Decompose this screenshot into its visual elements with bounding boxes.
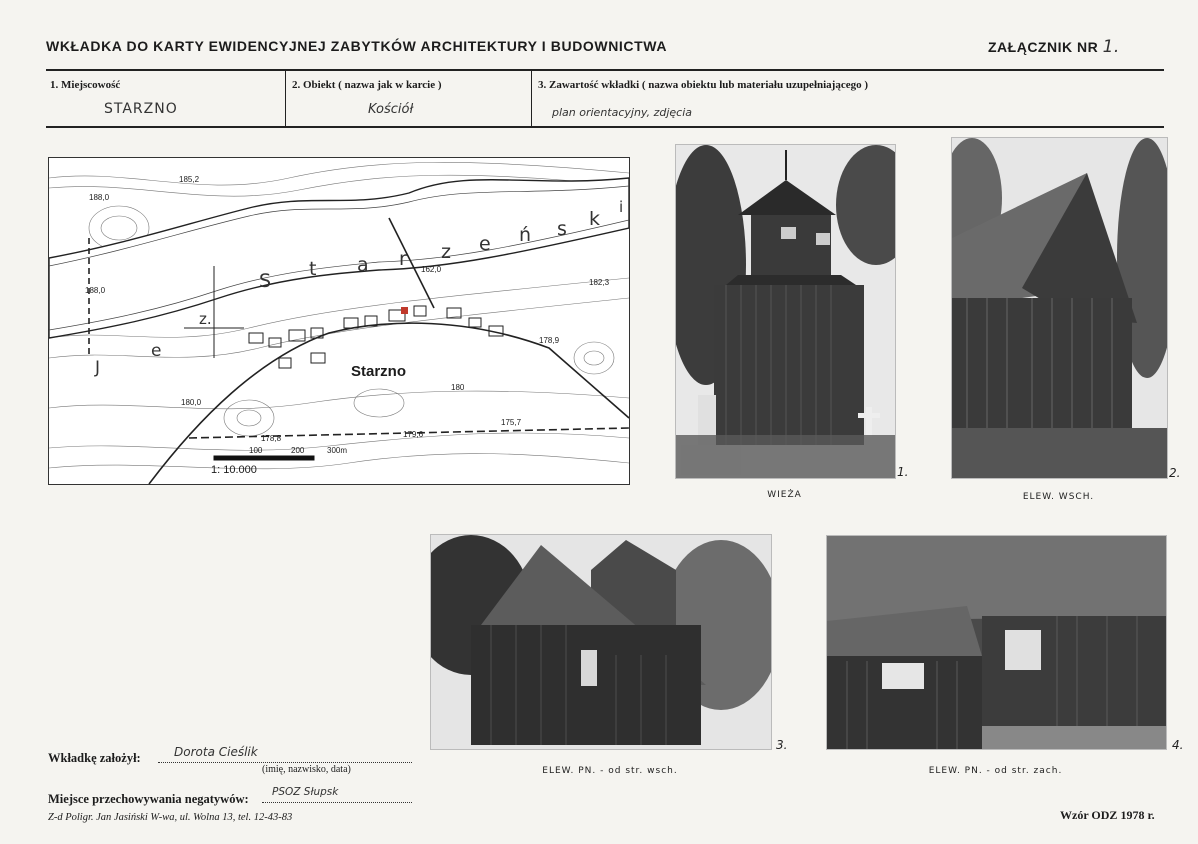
map-drawing <box>49 158 629 484</box>
elevation-label: 178,8 <box>261 434 282 443</box>
founder-line <box>158 762 412 763</box>
photo-caption: ELEW. WSCH. <box>1022 492 1095 502</box>
lake-letter: r <box>399 248 407 270</box>
table-divider-1 <box>285 71 286 126</box>
lake-letter: k <box>589 208 601 230</box>
photo-bell-tower <box>675 144 896 479</box>
attachment-label <box>988 37 1120 57</box>
elevation-label: 188,0 <box>89 193 110 202</box>
table-divider-2 <box>531 71 532 126</box>
object-label: 2. Obiekt ( nazwa jak w karcie ) <box>292 79 442 91</box>
scale-tick: 200 <box>291 446 305 455</box>
photo-number: 1. <box>897 465 909 479</box>
photo-number: 3. <box>776 738 788 752</box>
elevation-label: 162,0 <box>421 265 442 274</box>
founder-label: Wkładkę założył: <box>48 751 141 765</box>
locality-value: STARZNO <box>104 101 178 117</box>
attachment-number: 1. <box>1102 37 1120 57</box>
lake-letter: e <box>479 233 491 255</box>
form-model: Wzór ODZ 1978 r. <box>1060 808 1155 822</box>
photo-caption: ELEW. PN. - od str. zach. <box>928 766 1063 776</box>
photo-caption: WIEŻA <box>767 490 802 500</box>
elevation-label: 179,6 <box>403 430 424 439</box>
photo-east-elevation <box>951 137 1168 479</box>
photo-caption: ELEW. PN. - od str. wsch. <box>542 766 678 776</box>
founder-hint: (imię, nazwisko, data) <box>262 764 351 775</box>
lake-letter: z <box>441 241 451 263</box>
negatives-label: Miejsce przechowywania negatywów: <box>48 792 249 806</box>
scale-tick: 100 <box>249 446 263 455</box>
elevation-label: 178,9 <box>539 336 560 345</box>
elevation-label: 185,2 <box>179 175 200 184</box>
scale-ratio: 1: 10.000 <box>211 464 257 476</box>
contents-label: 3. Zawartość wkładki ( nazwa obiektu lub materiału uzupełniającego ) <box>538 79 869 91</box>
lake-letter: t <box>309 258 317 280</box>
elevation-label: 180,0 <box>181 398 202 407</box>
lake-letter: S <box>259 270 272 292</box>
lake-letter: J <box>95 358 101 378</box>
photo-number: 4. <box>1172 738 1184 752</box>
lake-letter: i <box>619 198 624 216</box>
photo-number: 2. <box>1169 466 1181 480</box>
lake-letter: e <box>151 341 162 361</box>
negatives-value: PSOZ Słupsk <box>272 786 339 798</box>
contents-value: plan orientacyjny, zdjęcia <box>552 106 693 119</box>
church-marker <box>401 307 408 314</box>
scale-tick: 300m <box>327 446 348 455</box>
table-top-rule <box>46 69 1164 71</box>
table-bottom-rule <box>46 126 1164 128</box>
lake-letter: ń <box>519 224 532 246</box>
elevation-label: 182,3 <box>589 278 610 287</box>
lake-letter: z. <box>199 310 212 328</box>
elevation-label: 175,7 <box>501 418 522 427</box>
photo-north-elevation-east <box>430 534 772 750</box>
lake-letter: a <box>357 254 369 276</box>
negatives-line <box>262 802 412 803</box>
founder-value: Dorota Cieślik <box>174 745 258 759</box>
printer-footer: Z-d Poligr. Jan Jasiński W-wa, ul. Wolna 13, tel. 12-43-83 <box>48 812 293 823</box>
locality-label: 1. Miejscowość <box>50 79 121 91</box>
form-title: WKŁADKA DO KARTY EWIDENCYJNEJ ZABYTKÓW ARCHITEKTURY I BUDOWNICTWA <box>46 38 668 54</box>
elevation-label: 188,0 <box>85 286 106 295</box>
lake-letter: s <box>557 218 567 240</box>
attachment-label-text: ZAŁĄCZNIK NR <box>988 39 1099 55</box>
orientation-map <box>48 157 630 485</box>
village-label: Starzno <box>351 363 407 380</box>
photo-north-elevation-west <box>826 535 1167 750</box>
elevation-label: 180 <box>451 383 465 392</box>
object-value: Kościół <box>368 102 414 117</box>
